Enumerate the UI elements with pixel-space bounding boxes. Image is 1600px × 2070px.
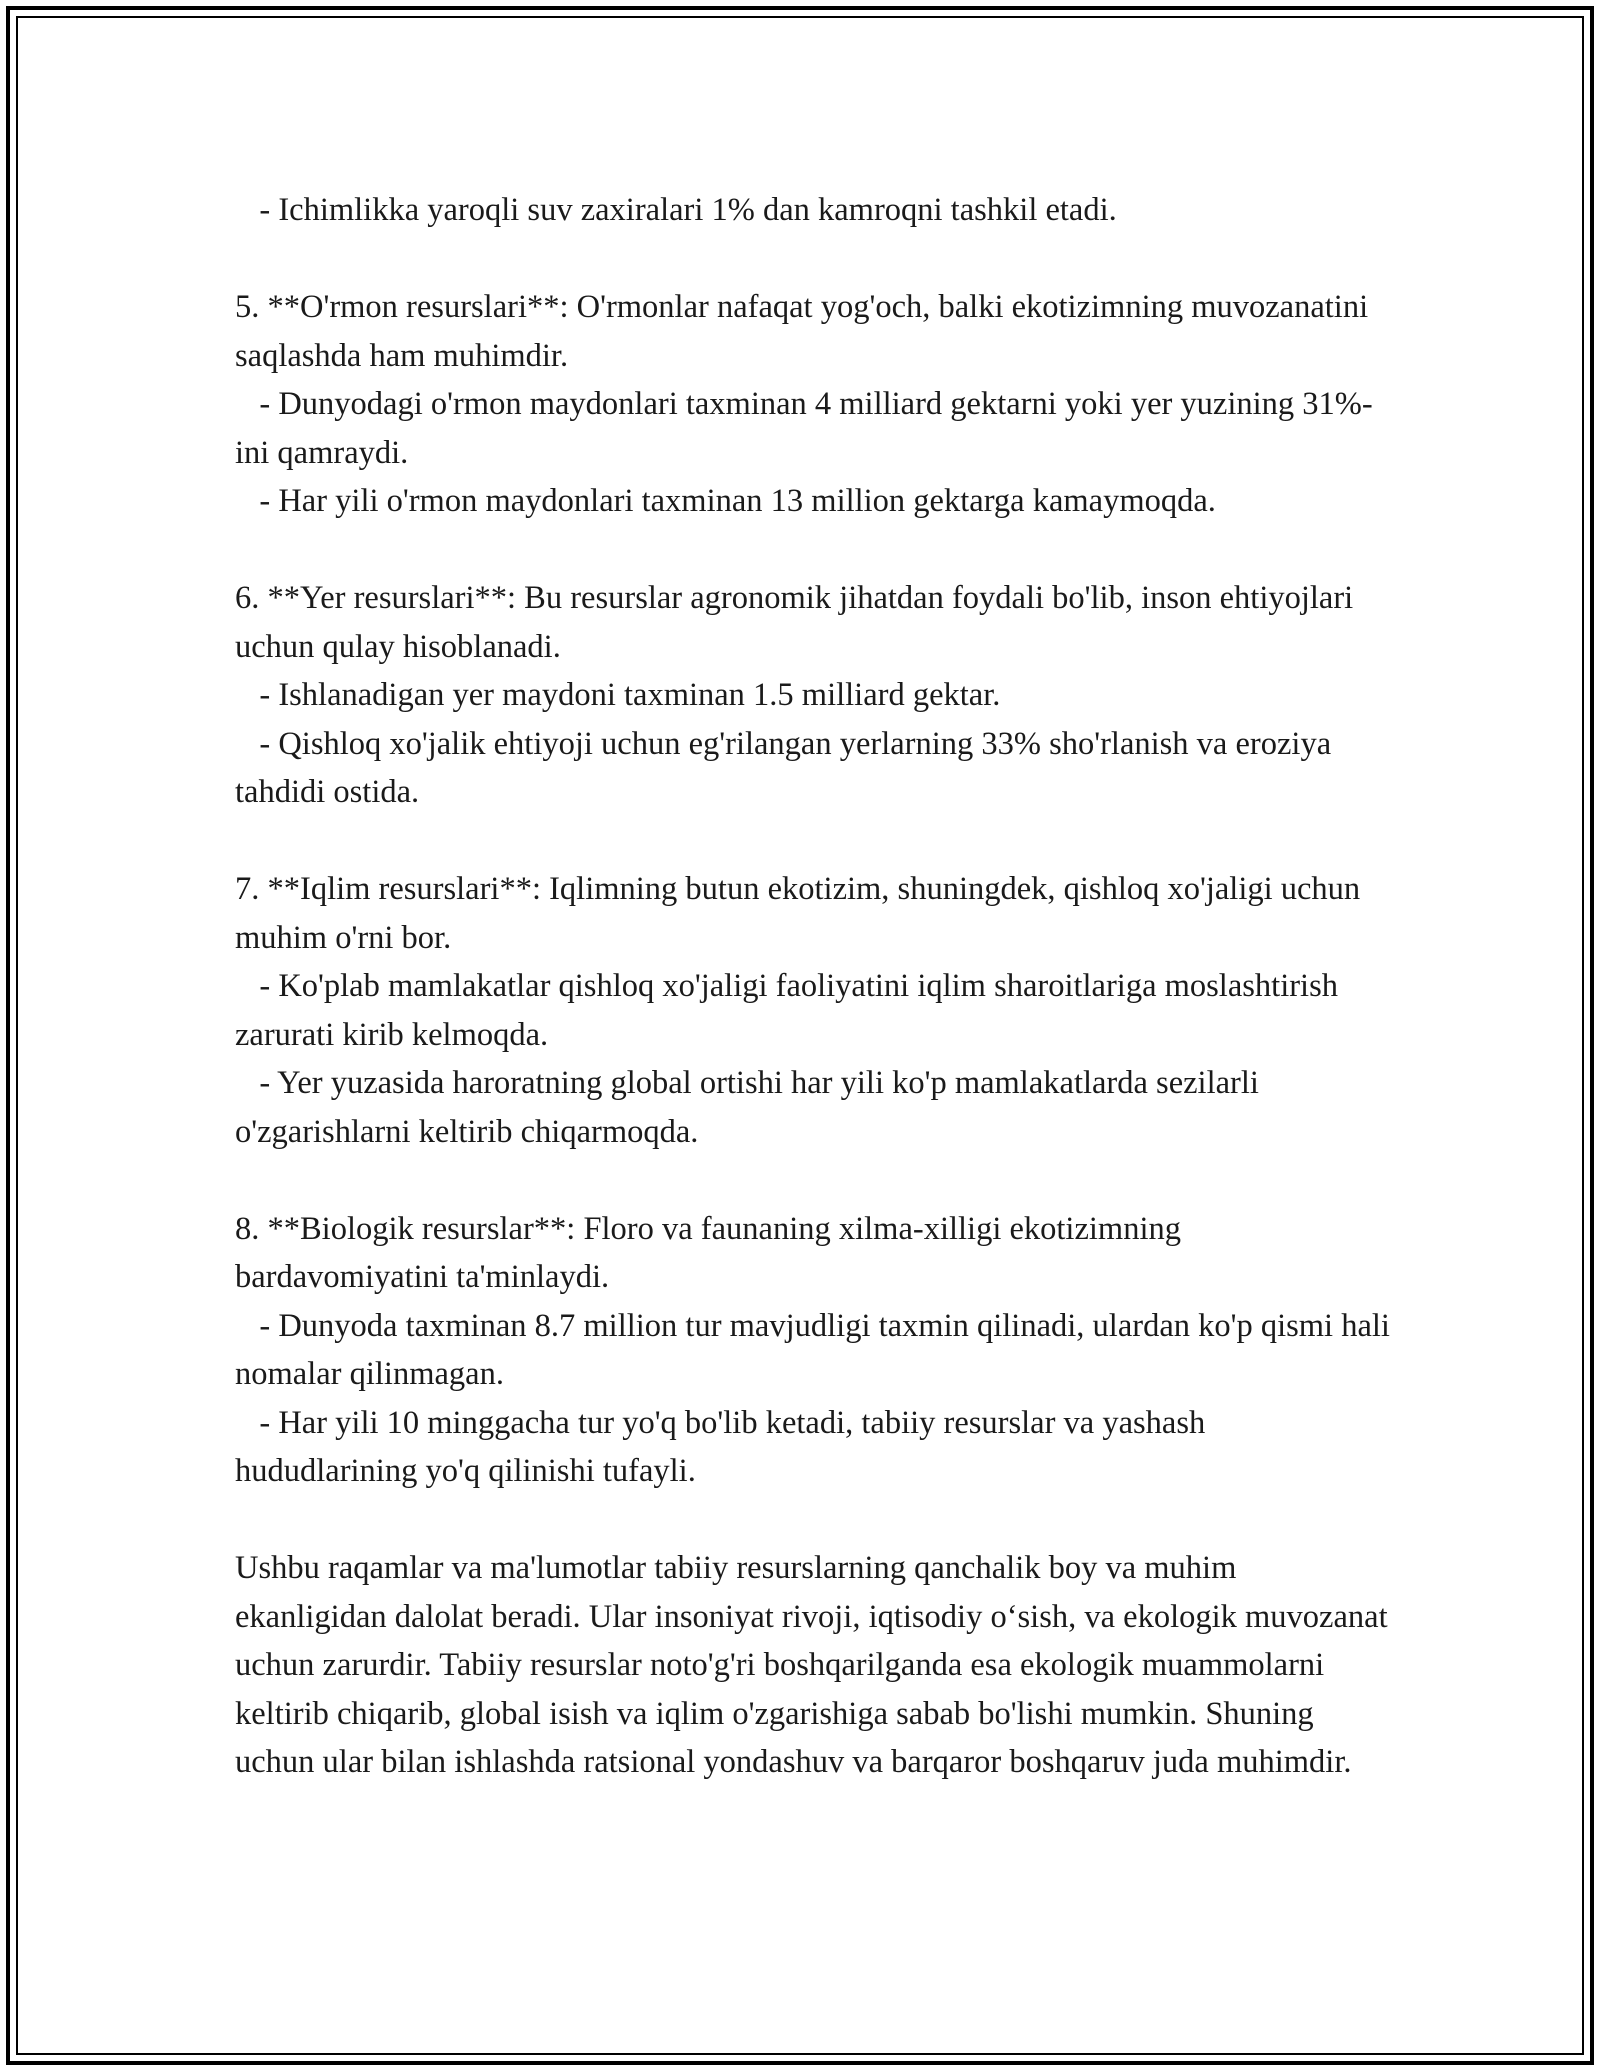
- paragraph-gap: [235, 526, 1395, 575]
- section-bullet: - Qishloq xo'jalik ehtiyoji uchun eg'rilangan yerlarning 33% sho'rlanish va eroziya tahdidi ostida.: [235, 725, 1340, 810]
- section-climate: [235, 865, 1395, 1156]
- section-forest: [235, 283, 1395, 526]
- paragraph-gap: [235, 817, 1395, 866]
- paragraph-gap: [235, 1156, 1395, 1205]
- section-bullet: - Ishlanadigan yer maydoni taxminan 1.5 milliard gektar.: [235, 677, 1001, 713]
- paragraph-gap: [235, 1496, 1395, 1545]
- section-heading: 6. **Yer resurslari**: Bu resurslar agronomik jihatdan foydali bo'lib, inson ehtiyojlari uchun qulay hisoblanadi.: [235, 580, 1362, 665]
- section-bullet: - Har yili 10 minggacha tur yo'q bo'lib ketadi, tabiiy resurslar va yashash hududlarining yo'q qilinishi tufayli.: [235, 1404, 1214, 1489]
- paragraph-gap: [235, 235, 1395, 284]
- section-heading: 8. **Biologik resurslar**: Floro va faunaning xilma-xilligi ekotizimning bardavomiyatini ta'minlaydi.: [235, 1210, 1190, 1295]
- section-bullet: - Har yili o'rmon maydonlari taxminan 13 million gektarga kamaymoqda.: [235, 483, 1216, 519]
- document-body: [235, 186, 1399, 1787]
- section-heading: 5. **O'rmon resurslari**: O'rmonlar nafaqat yog'och, balki ekotizimning muvozanatini saqlashda ham muhimdir.: [235, 289, 1377, 374]
- section-bullet: - Ko'plab mamlakatlar qishloq xo'jaligi faoliyatini iqlim sharoitlariga moslashtirish zarurati kirib kelmoqda.: [235, 968, 1347, 1053]
- intro-bullet: - Ichimlikka yaroqli suv zaxiralari 1% dan kamroqni tashkil etadi.: [235, 192, 1117, 228]
- section-heading: 7. **Iqlim resurslari**: Iqlimning butun ekotizim, shuningdek, qishloq xo'jaligi uchun muhim o'rni bor.: [235, 871, 1369, 956]
- section-bullet: - Yer yuzasida haroratning global ortishi har yili ko'p mamlakatlarda sezilarli o'zgarishlarni keltirib chiqarmoqda.: [235, 1065, 1268, 1150]
- section-bullet: - Dunyoda taxminan 8.7 million tur mavjudligi taxmin qilinadi, ulardan ko'p qismi hali nomalar qilinmagan.: [235, 1307, 1399, 1392]
- section-bullet: - Dunyodagi o'rmon maydonlari taxminan 4 milliard gektarni yoki yer yuzining 31%-ini qamraydi.: [235, 386, 1373, 471]
- section-biological: [235, 1205, 1399, 1496]
- conclusion-paragraph: Ushbu raqamlar va ma'lumotlar tabiiy resurslarning qanchalik boy va muhim ekanligidan dalolat beradi. Ular insoniyat rivoji, iqtisodiy o‘sish, va ekologik muvozanat uchun zarurdir. Tabiiy resurslar noto'g'ri boshqarilganda esa ekologik muammolarni keltirib chiqarib, global isish va iqlim o'zgarishiga sabab bo'lishi mumkin. Shuning uchun ular bilan ishlashda ratsional yondashuv va barqaror boshqaruv juda muhimdir.: [235, 1550, 1396, 1780]
- section-land: [235, 574, 1395, 817]
